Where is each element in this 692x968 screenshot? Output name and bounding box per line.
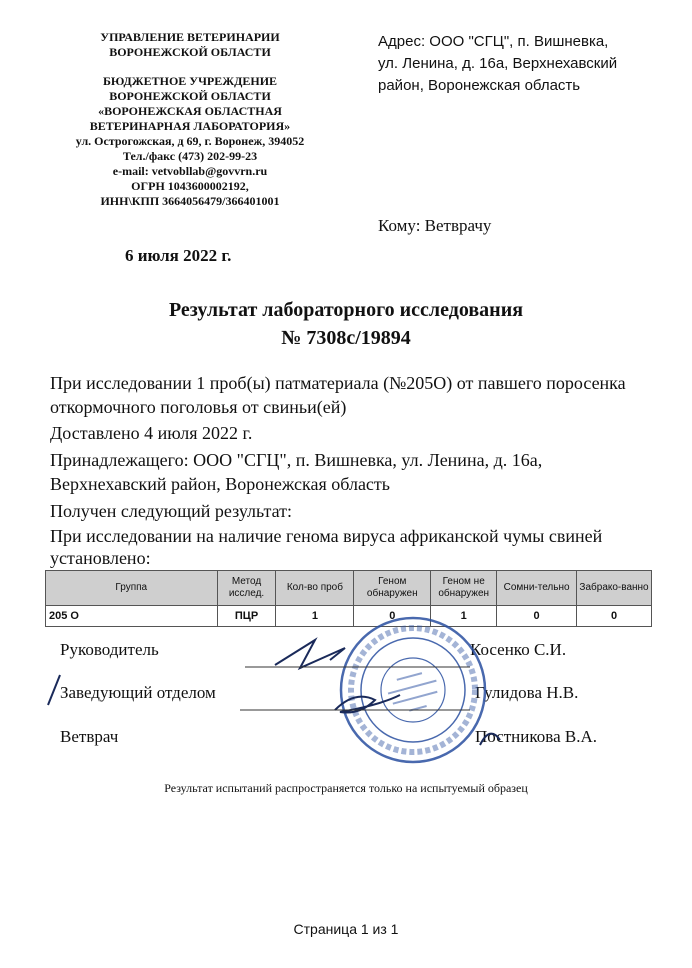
column-header: Группа xyxy=(46,571,218,606)
table-cell: 0 xyxy=(497,606,577,627)
document-title xyxy=(0,296,692,352)
organization-header xyxy=(40,30,340,209)
signature-role: Ветврач xyxy=(60,727,119,746)
footnote: Результат испытаний распространяется только на испытуемый образец xyxy=(164,781,528,795)
official-stamp xyxy=(341,618,485,762)
column-header: Метод исслед. xyxy=(217,571,276,606)
org-line: ВОРОНЕЖСКОЙ ОБЛАСТИ xyxy=(109,45,271,59)
column-header: Геном обнаружен xyxy=(354,571,431,606)
delivery-date: Доставлено 4 июля 2022 г. xyxy=(50,423,253,443)
page-number: Страница 1 из 1 xyxy=(293,921,399,937)
results-table xyxy=(45,570,652,627)
address-line: район, Воронежская область xyxy=(378,77,581,94)
org-line: e-mail: vetvobllab@govvrn.ru xyxy=(112,164,268,178)
title-line: Результат лабораторного исследования xyxy=(168,299,524,321)
owner: Принадлежащего: ООО "СГЦ", п. Вишневка, ул. Ленина, д. 16а, Верхнехавский район, Воронежская область xyxy=(50,450,543,494)
org-line: ул. Острогожская, д 69, г. Воронеж, 394052 xyxy=(75,134,305,148)
column-header: Кол-во проб xyxy=(276,571,354,606)
org-line: «ВОРОНЕЖСКАЯ ОБЛАСТНАЯ xyxy=(98,104,282,118)
org-line: ОГРН 1043600002192, xyxy=(131,179,249,193)
table-cell: 1 xyxy=(276,606,354,627)
table-cell: 0 xyxy=(577,606,652,627)
org-line: Тел./факс (473) 202-99-23 xyxy=(122,149,258,163)
org-line: ВОРОНЕЖСКОЙ ОБЛАСТИ xyxy=(109,89,271,103)
result-statement: При исследовании на наличие генома вируса африканской чумы свиней установлено: xyxy=(50,526,603,568)
document-date: 6 июля 2022 г. xyxy=(125,246,232,265)
result-intro: Получен следующий результат: xyxy=(50,501,293,521)
recipient-address xyxy=(378,31,678,97)
org-line: УПРАВЛЕНИЕ ВЕТЕРИНАРИИ xyxy=(100,30,280,44)
org-line: ВЕТЕРИНАРНАЯ ЛАБОРАТОРИЯ» xyxy=(89,119,291,133)
signature-name: Гулидова Н.В. xyxy=(475,683,579,702)
address-line: Адрес: ООО "СГЦ", п. Вишневка, xyxy=(378,33,609,50)
column-header: Забрако-ванно xyxy=(577,571,652,606)
org-line: БЮДЖЕТНОЕ УЧРЕЖДЕНИЕ xyxy=(102,74,278,88)
document-number: № 7308с/19894 xyxy=(281,327,411,349)
table-cell: 1 xyxy=(431,606,497,627)
table-cell: 0 xyxy=(354,606,431,627)
address-line: ул. Ленина, д. 16а, Верхнехавский xyxy=(378,55,618,72)
signature-role: Руководитель xyxy=(60,640,159,659)
recipient: Кому: Ветврачу xyxy=(378,216,492,235)
table-header-row xyxy=(46,571,652,606)
signature-name: Косенко С.И. xyxy=(470,640,567,659)
table-cell: ПЦР xyxy=(217,606,276,627)
table-row xyxy=(46,606,652,627)
table-cell: 205 О xyxy=(46,606,218,627)
sample-description: При исследовании 1 проб(ы) патматериала (№205О) от павшего поросенка откормочного поголовья от свиньи(ей) xyxy=(50,373,626,417)
signature-name: Постникова В.А. xyxy=(475,727,597,746)
signature-role: Заведующий отделом xyxy=(60,683,216,702)
column-header: Геном не обнаружен xyxy=(431,571,497,606)
org-line: ИНН\КПП 3664056479/366401001 xyxy=(100,194,280,208)
column-header: Сомни-тельно xyxy=(497,571,577,606)
